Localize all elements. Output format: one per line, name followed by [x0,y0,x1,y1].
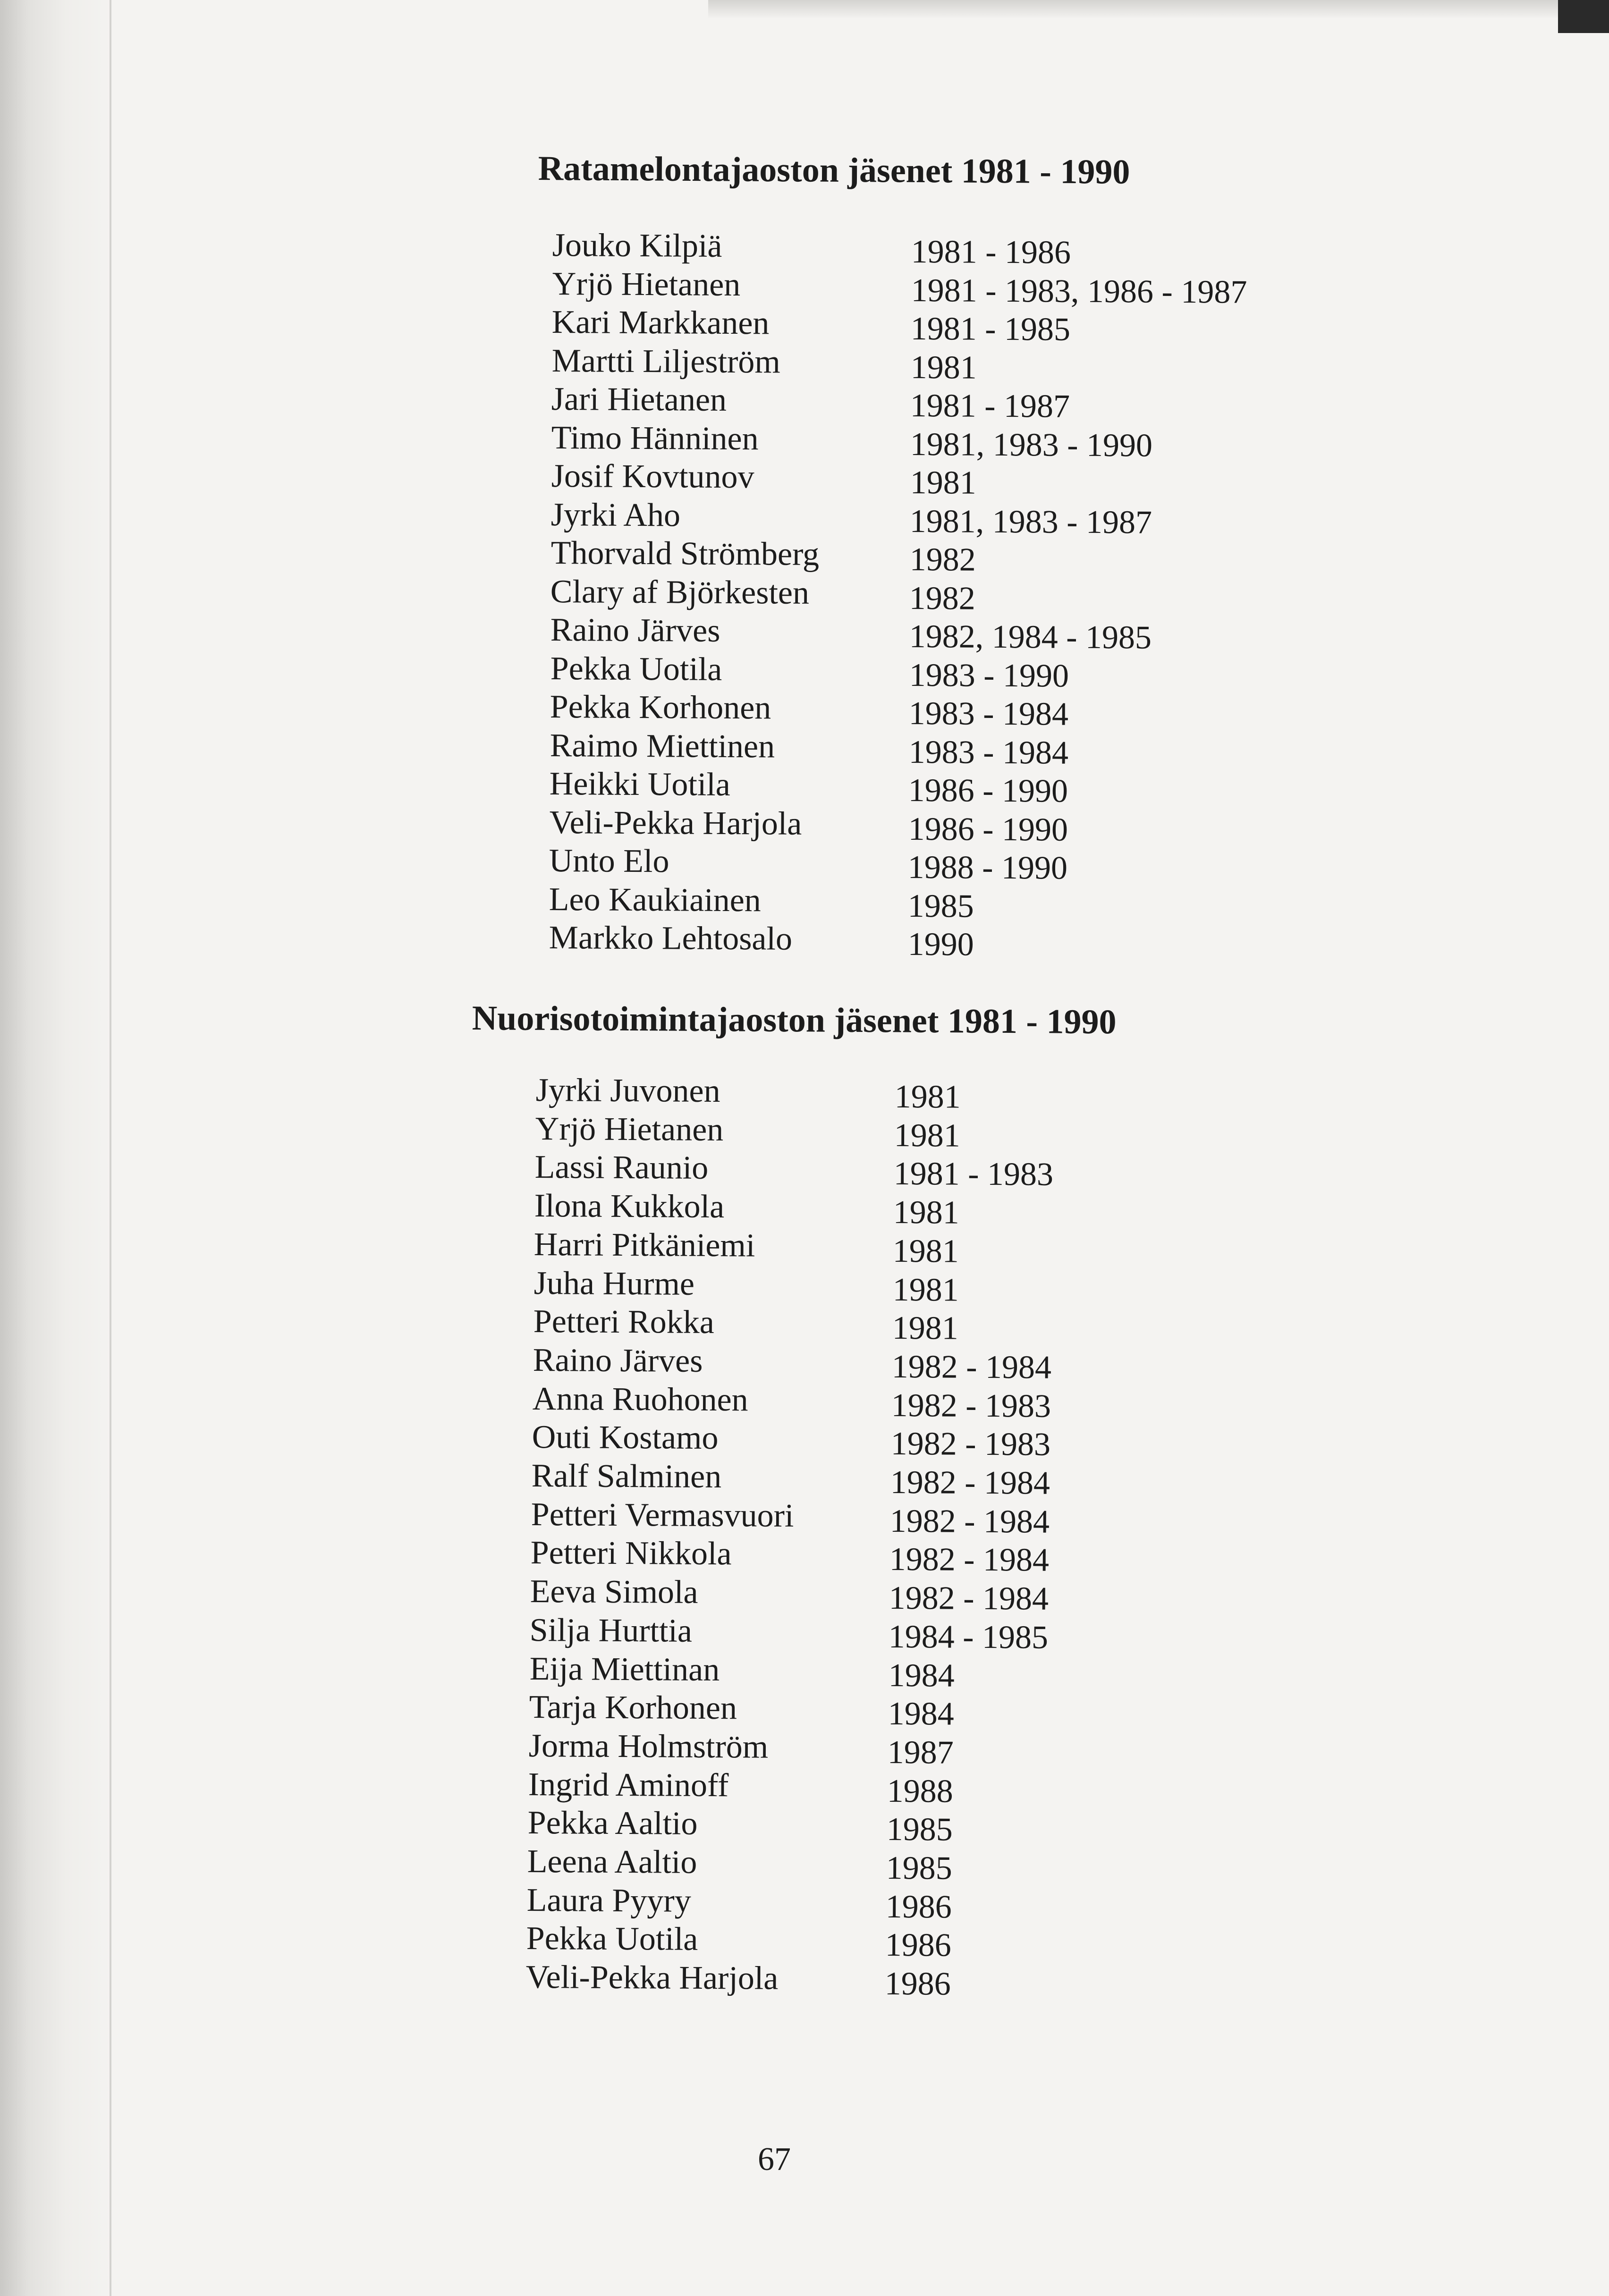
member-years: 1984 [888,1696,954,1732]
member-years: 1982 - 1984 [889,1503,1050,1540]
member-years: 1981 - 1987 [910,387,1070,425]
member-years: 1987 [887,1734,954,1771]
member-years: 1988 - 1990 [907,849,1068,886]
member-years: 1981 [892,1232,959,1270]
member-name: Silja Hurttia [529,1612,693,1649]
member-name: Ralf Salminen [531,1458,722,1495]
member-name: Leo Kaukiainen [549,881,762,919]
member-name: Jorma Holmström [528,1727,769,1765]
member-years: 1982 - 1984 [889,1580,1049,1617]
member-name: Eija Miettinan [529,1650,720,1688]
member-years: 1985 [886,1811,953,1849]
member-years: 1986 [885,1927,952,1964]
member-years: 1986 - 1990 [908,772,1068,810]
member-name: Timo Hänninen [551,419,759,457]
member-years: 1982 - 1983 [890,1426,1051,1463]
member-name: Josif Kovtunov [551,458,754,496]
member-years: 1981, 1983 - 1987 [909,503,1152,541]
member-years: 1985 [907,887,974,925]
member-name: Petteri Rokka [533,1303,714,1341]
member-name: Raino Järves [533,1342,703,1379]
member-years: 1984 - 1985 [888,1618,1049,1656]
member-years: 1988 [887,1773,953,1810]
member-years: 1981 [893,1194,960,1231]
member-years: 1981 - 1985 [910,310,1071,348]
member-name: Heikki Uotila [549,766,731,803]
member-name: Veli-Pekka Harjola [549,804,802,842]
member-name: Harri Pitkäniemi [534,1226,755,1264]
member-name: Eeva Simola [530,1573,699,1611]
member-name: Petteri Vermasvuori [531,1496,794,1534]
member-name: Jyrki Juvonen [535,1072,720,1110]
member-name: Kari Markkanen [551,304,770,342]
member-years: 1984 [888,1657,955,1694]
member-years: 1981 [910,464,976,501]
member-name: Clary af Björkesten [550,573,810,611]
member-name: Ilona Kukkola [534,1188,725,1225]
member-name: Yrjö Hietanen [535,1110,724,1148]
member-years: 1981 [892,1310,958,1347]
member-years: 1982 [909,580,976,617]
member-years: 1982 - 1984 [890,1464,1050,1502]
member-name: Jyrki Aho [550,496,681,533]
member-years: 1986 [885,1888,952,1925]
member-name: Martti Liljeström [551,342,780,380]
member-name: Thorvald Strömberg [550,535,820,573]
member-name: Tarja Korhonen [529,1689,737,1727]
member-name: Pekka Korhonen [550,689,771,726]
member-name: Laura Pyyry [526,1882,692,1919]
member-name: Outi Kostamo [532,1419,719,1457]
member-name: Lassi Raunio [534,1149,709,1187]
member-years: 1983 - 1990 [909,657,1069,694]
member-name: Pekka Uotila [550,650,722,688]
member-years: 1983 - 1984 [908,734,1068,771]
member-name: Veli-Pekka Harjola [525,1959,779,1997]
member-name: Jari Hietanen [551,381,727,418]
member-years: 1981 [894,1117,961,1154]
member-name: Ingrid Aminoff [528,1766,729,1804]
scan-edge-dark [1558,0,1609,33]
member-name: Pekka Uotila [526,1920,698,1958]
binding-gutter [110,0,111,2296]
member-years: 1983 - 1984 [908,695,1069,733]
member-name: Juha Hurme [534,1265,694,1302]
member-years: 1981 [894,1078,961,1115]
member-years: 1981 - 1983, 1986 - 1987 [911,272,1247,311]
section-title-nuorisotoiminta: Nuorisotoimintajaoston jäsenet 1981 - 1990 [472,999,1117,1042]
member-name: Anna Ruohonen [532,1380,748,1418]
member-years: 1986 - 1990 [908,810,1068,848]
member-years: 1981 [910,349,977,386]
scan-shadow-top [708,0,1558,19]
member-name: Markko Lehtosalo [549,920,792,957]
member-years: 1982 [909,541,976,578]
member-name: Unto Elo [549,843,670,880]
member-years: 1990 [907,926,974,963]
page-number: 67 [758,2141,791,2178]
member-years: 1982, 1984 - 1985 [909,618,1152,656]
member-name: Yrjö Hietanen [552,265,741,303]
member-name: Pekka Aaltio [527,1805,698,1842]
member-name: Raino Järves [550,612,720,649]
member-years: 1981 - 1986 [911,233,1071,271]
member-years: 1986 [884,1966,951,2002]
member-years: 1981, 1983 - 1990 [910,426,1153,464]
member-name: Jouko Kilpiä [552,227,722,264]
member-years: 1981 [892,1271,959,1308]
page-shadow-left [0,0,113,2296]
member-name: Raimo Miettinen [550,727,775,765]
member-years: 1982 - 1984 [891,1348,1051,1386]
member-name: Petteri Nikkola [530,1535,732,1572]
member-years: 1981 - 1983 [893,1156,1054,1193]
section-title-ratamelonta: Ratamelontajaoston jäsenet 1981 - 1990 [538,149,1130,192]
member-name: Leena Aaltio [527,1843,697,1881]
member-years: 1982 - 1984 [889,1541,1050,1579]
member-years: 1982 - 1983 [891,1387,1051,1425]
member-years: 1985 [886,1849,952,1887]
